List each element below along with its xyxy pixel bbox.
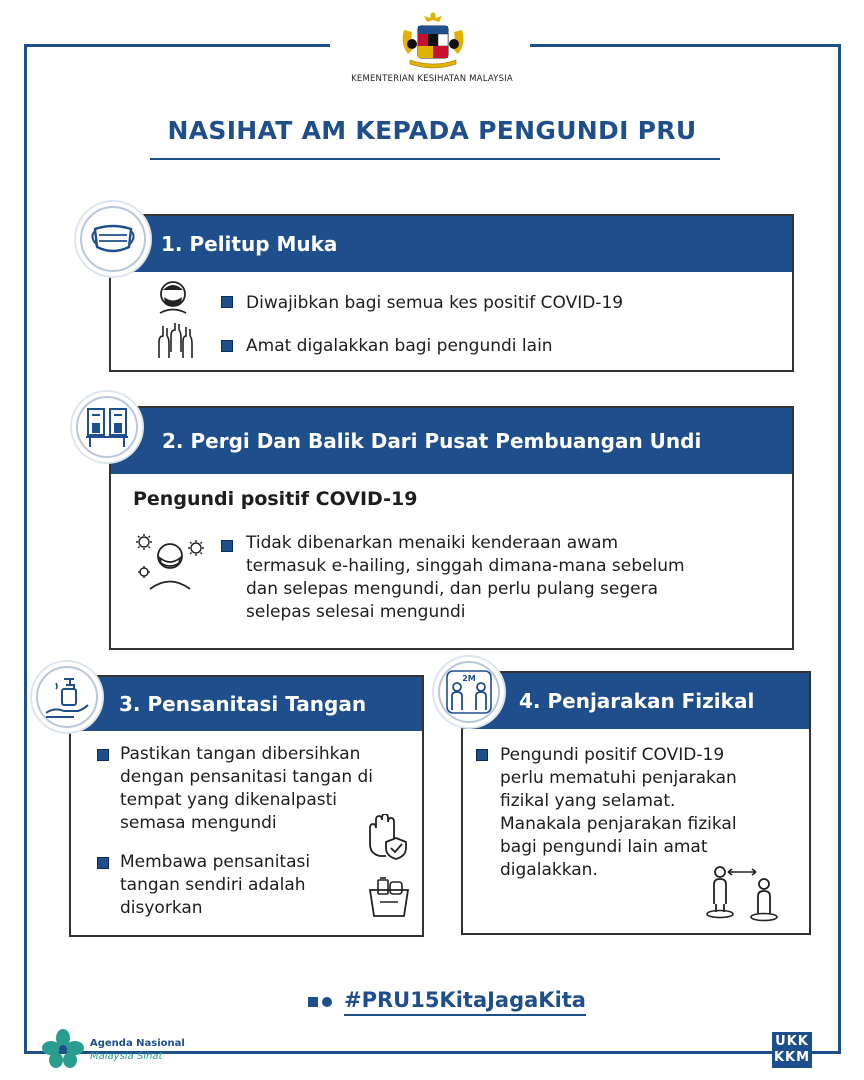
- masked-person-icon: [156, 278, 190, 314]
- section2-header: [111, 408, 792, 474]
- section2-line: selepas selesai mengundi: [246, 602, 466, 622]
- hibiscus-icon: [40, 1028, 86, 1070]
- coat-of-arms-icon: [396, 10, 470, 72]
- ukk-kkm-logo: [772, 1032, 812, 1068]
- hand-sanitizer-icon: [44, 675, 90, 719]
- section4-line: perlu mematuhi penjarakan: [500, 768, 737, 788]
- bullet: [97, 749, 109, 761]
- section2-heading: 2. Pergi Dan Balik Dari Pusat Pembuangan Undi: [162, 429, 702, 453]
- section4-line: Pengundi positif COVID-19: [500, 745, 725, 765]
- campaign-hashtag: #PRU15KitaJagaKita: [344, 988, 586, 1016]
- section3-item2: [120, 851, 310, 920]
- section4-line: digalakkan.: [500, 860, 598, 880]
- section3-item1-line: dengan pensanitasi tangan di: [120, 767, 374, 787]
- logo-line1: UKK: [775, 1034, 809, 1049]
- logo-line2: KKM: [773, 1050, 811, 1065]
- bullet: [221, 296, 233, 308]
- face-mask-icon: [89, 219, 137, 259]
- agenda-line2: Malaysia Sihat: [90, 1051, 163, 1062]
- section3-item1-line: tempat yang dikenalpasti: [120, 790, 337, 810]
- protected-hand-icon: [362, 814, 408, 860]
- title-underline: [150, 158, 720, 160]
- section3-item1-line: semasa mengundi: [120, 813, 277, 833]
- section2-line: dan selepas mengundi, dan perlu pulang segera: [246, 579, 658, 599]
- section1-heading: 1. Pelitup Muka: [161, 232, 338, 256]
- square-dot-icon: [308, 996, 334, 1008]
- section4-heading: 4. Penjarakan Fizikal: [519, 689, 755, 713]
- distancing-icon: [446, 670, 492, 714]
- section4-icon-badge: [438, 661, 500, 723]
- section4-paragraph: [500, 744, 737, 882]
- people-apart-icon: [700, 864, 780, 922]
- section1-header: [111, 216, 792, 272]
- sanitizer-pouch-icon: [366, 876, 412, 920]
- distance-label: 2M: [462, 674, 476, 683]
- section3-item1-line: Pastikan tangan dibersihkan: [120, 744, 361, 764]
- section3-icon-badge: [36, 666, 98, 728]
- section4-line: fizikal yang selamat.: [500, 791, 676, 811]
- page-title: NASIHAT AM KEPADA PENGUNDI PRU: [167, 116, 697, 145]
- section3-item2-line: Membawa pensanitasi: [120, 852, 311, 872]
- section3-item2-line: disyorkan: [120, 898, 203, 918]
- section2-line: termasuk e-hailing, singgah dimana-mana sebelum: [246, 556, 685, 576]
- section1-item1-text: Diwajibkan bagi semua kes positif COVID-19: [246, 293, 624, 313]
- section2-subheading: Pengundi positif COVID-19: [133, 488, 418, 510]
- section4-header: [463, 673, 809, 729]
- ministry-name: KEMENTERIAN KESIHATAN MALAYSIA: [351, 74, 513, 84]
- section3-heading: 3. Pensanitasi Tangan: [119, 692, 367, 716]
- bullet: [221, 540, 233, 552]
- section1-item2-text: Amat digalakkan bagi pengundi lain: [246, 336, 553, 356]
- raised-hands-icon: [154, 322, 194, 360]
- section4-line: Manakala penjarakan fizikal: [500, 814, 737, 834]
- bullet: [97, 857, 109, 869]
- bullet: [476, 749, 488, 761]
- hashtag-block: [308, 986, 586, 1018]
- agenda-line1: Agenda Nasional: [90, 1038, 185, 1049]
- section1-icon-badge: [80, 206, 146, 272]
- virus-person-icon: [134, 532, 206, 590]
- bullet: [221, 340, 233, 352]
- section2-icon-badge: [76, 396, 138, 458]
- agenda-nasional-logo: [40, 1026, 190, 1072]
- section3-item2-line: tangan sendiri adalah: [120, 875, 306, 895]
- section4-line: bagi pengundi lain amat: [500, 837, 708, 857]
- section2-line: Tidak dibenarkan menaiki kenderaan awam: [246, 533, 619, 553]
- section2-paragraph: [246, 532, 685, 624]
- section3-item1: [120, 743, 373, 835]
- voting-station-icon: [84, 405, 130, 449]
- section3-header: [71, 677, 422, 731]
